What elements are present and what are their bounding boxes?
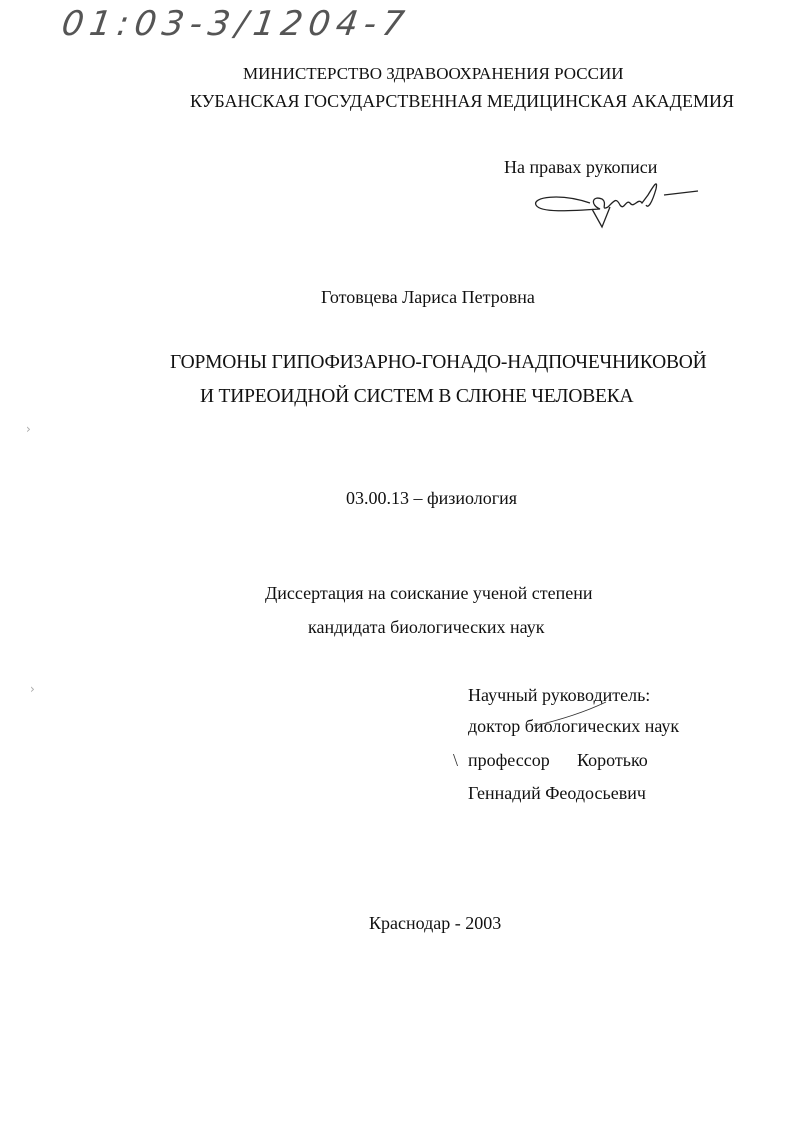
degree-line1: Диссертация на соискание ученой степени bbox=[265, 583, 593, 603]
manuscript-rights-label: На правах рукописи bbox=[504, 157, 658, 177]
institution-heading: КУБАНСКАЯ ГОСУДАРСТВЕННАЯ МЕДИЦИНСКАЯ АКАДЕМИЯ bbox=[190, 91, 734, 111]
place-year: Краснодар - 2003 bbox=[369, 913, 502, 933]
margin-slash-mark: \ bbox=[453, 750, 459, 770]
supervisor-surname: Коротько bbox=[577, 750, 648, 770]
archive-code-handwritten: 01:03-3/1204-7 bbox=[59, 4, 413, 44]
scan-artifact: › bbox=[30, 682, 35, 696]
signature-icon bbox=[530, 175, 710, 235]
supervisor-label: Научный руководитель: bbox=[468, 685, 651, 705]
supervisor-degree: доктор биологических наук bbox=[468, 716, 680, 736]
specialty-code: 03.00.13 – физиология bbox=[346, 488, 518, 508]
dissertation-title-line2: И ТИРЕОИДНОЙ СИСТЕМ В СЛЮНЕ ЧЕЛОВЕКА bbox=[200, 386, 634, 407]
scan-artifact: › bbox=[26, 422, 31, 436]
pen-stroke-mark bbox=[530, 700, 610, 730]
dissertation-title-line1: ГОРМОНЫ ГИПОФИЗАРНО-ГОНАДО-НАДПОЧЕЧНИКОВОЙ bbox=[170, 352, 707, 373]
supervisor-name: Геннадий Феодосьевич bbox=[468, 783, 646, 803]
author-name: Готовцева Лариса Петровна bbox=[321, 287, 535, 307]
ministry-heading: МИНИСТЕРСТВО ЗДРАВООХРАНЕНИЯ РОССИИ bbox=[243, 64, 624, 83]
supervisor-title: профессор bbox=[468, 750, 550, 770]
degree-line2: кандидата биологических наук bbox=[308, 617, 545, 637]
